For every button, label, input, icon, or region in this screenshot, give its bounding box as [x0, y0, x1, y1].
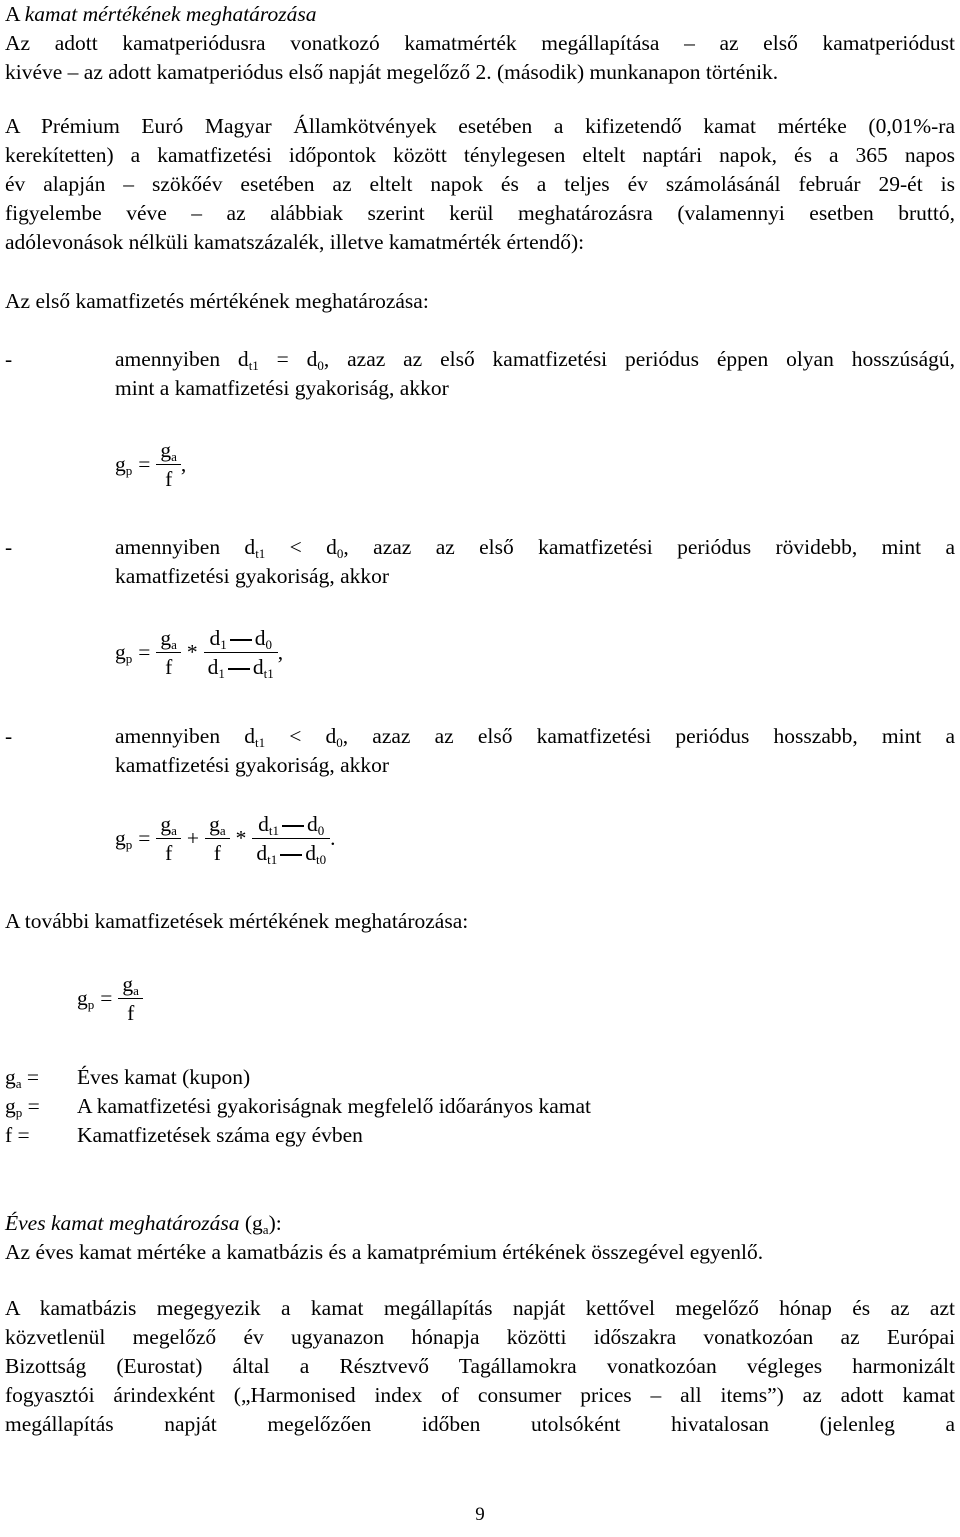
legend-description: Éves kamat (kupon) [77, 1065, 251, 1089]
formula-case-1 [115, 436, 186, 493]
paragraph-premium [5, 112, 955, 257]
denominator: f [165, 841, 173, 865]
var: g [160, 626, 172, 650]
gp-symbol [115, 638, 132, 667]
numerator [156, 624, 181, 653]
var: g [160, 812, 172, 836]
formula-case-3 [115, 810, 335, 867]
annual-interest-line: Az éves kamat mértéke a kamatbázis és a kamatprémium értékének összegével egyenlő. [5, 1240, 764, 1264]
annual-interest-section [5, 1209, 955, 1267]
var: g [209, 812, 220, 836]
text: < d [265, 724, 337, 748]
var: d [252, 655, 264, 679]
var: d [207, 655, 219, 679]
var: d [258, 812, 269, 836]
legend-row [5, 1092, 955, 1121]
paragraph-line: Bizottság (Eurostat) által a Résztvevő Tagállamokra vonatkozóan végleges harmonizált [5, 1354, 955, 1378]
subscript: t1 [248, 358, 259, 373]
legend-symbol [5, 1121, 77, 1150]
var: d [305, 841, 316, 865]
page-number: 9 [475, 1504, 485, 1525]
formula-case-2 [115, 624, 283, 681]
legend-description: Kamatfizetések száma egy évben [77, 1123, 363, 1147]
case-line [115, 722, 955, 751]
case-line: kamatfizetési gyakoriság, akkor [115, 753, 390, 777]
paragraph-line: adólevonások nélküli kamatszázalék, illetve kamatmérték értendő): [5, 230, 585, 254]
var: d [307, 812, 318, 836]
subscript: t1 [267, 852, 278, 867]
minus [228, 668, 250, 669]
fraction-ga-f [156, 810, 181, 867]
numerator [156, 436, 181, 465]
subscript: a [133, 983, 139, 998]
legend-row [5, 1063, 955, 1092]
subscript: p [125, 651, 133, 666]
equals: = [138, 826, 151, 850]
equals: = [138, 452, 151, 476]
minus [230, 639, 252, 640]
comma: , [180, 452, 187, 476]
var: g [5, 1065, 16, 1089]
subscript: p [125, 837, 133, 852]
bullet-dash: - [5, 347, 13, 371]
minus [282, 825, 304, 826]
denominator [252, 839, 330, 867]
times: * [235, 826, 247, 850]
subscript: 1 [220, 637, 227, 652]
subscript: a [15, 1076, 22, 1091]
denominator: f [213, 841, 221, 865]
bullet-dash: - [5, 724, 13, 748]
subscript: t1 [254, 735, 266, 750]
paragraph-line: A kamatbázis megegyezik a kamat megállapítás napját kettővel megelőző hónap és az azt [5, 1296, 955, 1320]
heading-italic: kamat mértékének meghatározása [24, 2, 317, 26]
denominator [204, 653, 278, 681]
case-line: mint a kamatfizetési gyakoriság, akkor [115, 376, 449, 400]
comma: , [277, 640, 284, 664]
fraction-ga-f [156, 624, 181, 681]
subscript: t1 [255, 546, 266, 561]
numerator [118, 970, 143, 999]
case-1 [5, 345, 955, 403]
text: ): [268, 1211, 282, 1235]
var: d [254, 626, 266, 650]
paragraph-line: kerekítetten) a kamatfizetési időpontok között ténylegesen eltelt naptári napok, és a 365 napos [5, 143, 955, 167]
legend [5, 1063, 955, 1150]
times: * [186, 640, 198, 664]
period: . [330, 826, 336, 850]
subscript: a [171, 449, 177, 464]
subscript: 0 [336, 735, 343, 750]
numerator [204, 624, 278, 653]
var: g [115, 826, 126, 850]
subscript: 0 [317, 358, 324, 373]
section-heading [5, 0, 955, 29]
text: , azaz az első kamatfizetési periódus rövidebb, mint a [343, 535, 955, 559]
paragraph-line: Az adott kamatperiódusra vonatkozó kamatmérték megállapítása – az első kamatperiódust [5, 31, 955, 55]
subscript: a [171, 637, 177, 652]
var: f [5, 1123, 13, 1147]
subscript: p [87, 997, 95, 1012]
subscript: 0 [265, 637, 272, 652]
text: amennyiben d [115, 535, 256, 559]
paragraph-line: A Prémium Euró Magyar Államkötvények esetében a kifizetendő kamat mértéke (0,01%-ra [5, 114, 955, 138]
var: g [77, 986, 88, 1010]
section-kamat-mertek [5, 0, 955, 87]
fraction-ga-f [205, 810, 230, 867]
title-italic: Éves kamat meghatározása [5, 1211, 240, 1235]
text: , azaz az első kamatfizetési periódus éppen olyan hosszúságú, [323, 347, 956, 371]
var: g [115, 640, 126, 664]
numerator [156, 810, 181, 839]
case-line: kamatfizetési gyakoriság, akkor [115, 564, 390, 588]
legend-symbol [5, 1092, 77, 1121]
paragraph-line: fogyasztói árindexként („Harmonised index of consumer prices – all items”) az adott kamat [5, 1383, 955, 1407]
var: g [160, 438, 172, 462]
fraction-days [204, 624, 278, 681]
denominator: f [165, 467, 173, 491]
text: < d [265, 535, 337, 559]
equals: = [12, 1123, 30, 1147]
paragraph-line: közvetlenül megelőző év ugyanazon hónapja közötti időszakra vonatkozóan az Európai [5, 1325, 955, 1349]
var: g [115, 452, 126, 476]
gp-symbol [115, 824, 132, 853]
text: , azaz az első kamatfizetési periódus hosszabb, mint a [342, 724, 955, 748]
subscript: p [125, 463, 133, 478]
numerator [252, 810, 330, 839]
case-3 [5, 722, 955, 780]
var: g [122, 972, 134, 996]
further-payments-heading: A további kamatfizetések mértékének meghatározása: [5, 909, 469, 933]
legend-row [5, 1121, 955, 1150]
case-2 [5, 533, 955, 591]
var: d [256, 841, 268, 865]
formula-further [77, 970, 143, 1027]
text: = d [258, 347, 318, 371]
first-payment-heading: Az első kamatfizetés mértékének meghatározása: [5, 289, 429, 313]
subscript: a [171, 823, 177, 838]
subscript: 1 [218, 666, 225, 681]
case-line [115, 533, 955, 562]
subscript: 0 [336, 546, 344, 561]
paragraph-line: év alapján – szökőév esetében az eltelt napok és a teljes év számolásánál február 29-ét is [5, 172, 955, 196]
fraction-ga-f [118, 970, 143, 1027]
var: d [209, 626, 221, 650]
numerator [205, 810, 230, 839]
text: (g [239, 1211, 263, 1235]
paragraph-line: kivéve – az adott kamatperiódus első napját megelőző 2. (második) munkanapon történik. [5, 60, 779, 84]
subscript: 0 [317, 823, 325, 838]
legend-description: A kamatfizetési gyakoriságnak megfelelő időarányos kamat [77, 1094, 592, 1118]
denominator: f [165, 655, 173, 679]
heading-prefix: A [5, 2, 25, 26]
subscript: t0 [315, 852, 327, 867]
case-line [115, 345, 955, 374]
plus: + [186, 826, 200, 850]
bullet-dash: - [5, 535, 13, 559]
equals: = [22, 1094, 40, 1118]
equals: = [100, 986, 113, 1010]
fraction-days [252, 810, 330, 867]
gp-symbol [115, 450, 132, 479]
subscript: t1 [263, 666, 274, 681]
legend-symbol [5, 1063, 77, 1092]
minus [280, 854, 302, 855]
subscript: p [15, 1105, 23, 1120]
text: amennyiben d [115, 347, 249, 371]
denominator: f [127, 1001, 135, 1025]
subscript: t1 [268, 823, 280, 838]
equals: = [138, 640, 151, 664]
annual-interest-title [5, 1209, 955, 1238]
equals: = [21, 1065, 40, 1089]
subscript: a [219, 823, 226, 838]
var: g [5, 1094, 16, 1118]
gp-symbol [77, 984, 94, 1013]
paragraph-kamatbazis [5, 1294, 955, 1439]
paragraph-line: figyelembe véve – az alábbiak szerint kerül meghatározásra (valamennyi esetben bruttó, [5, 201, 955, 225]
fraction-ga-f [156, 436, 181, 493]
subscript: a [262, 1222, 269, 1237]
paragraph-line: megállapítás napját megelőzően időben utolsóként hivatalosan (jelenleg a [5, 1412, 955, 1436]
text: amennyiben d [115, 724, 255, 748]
